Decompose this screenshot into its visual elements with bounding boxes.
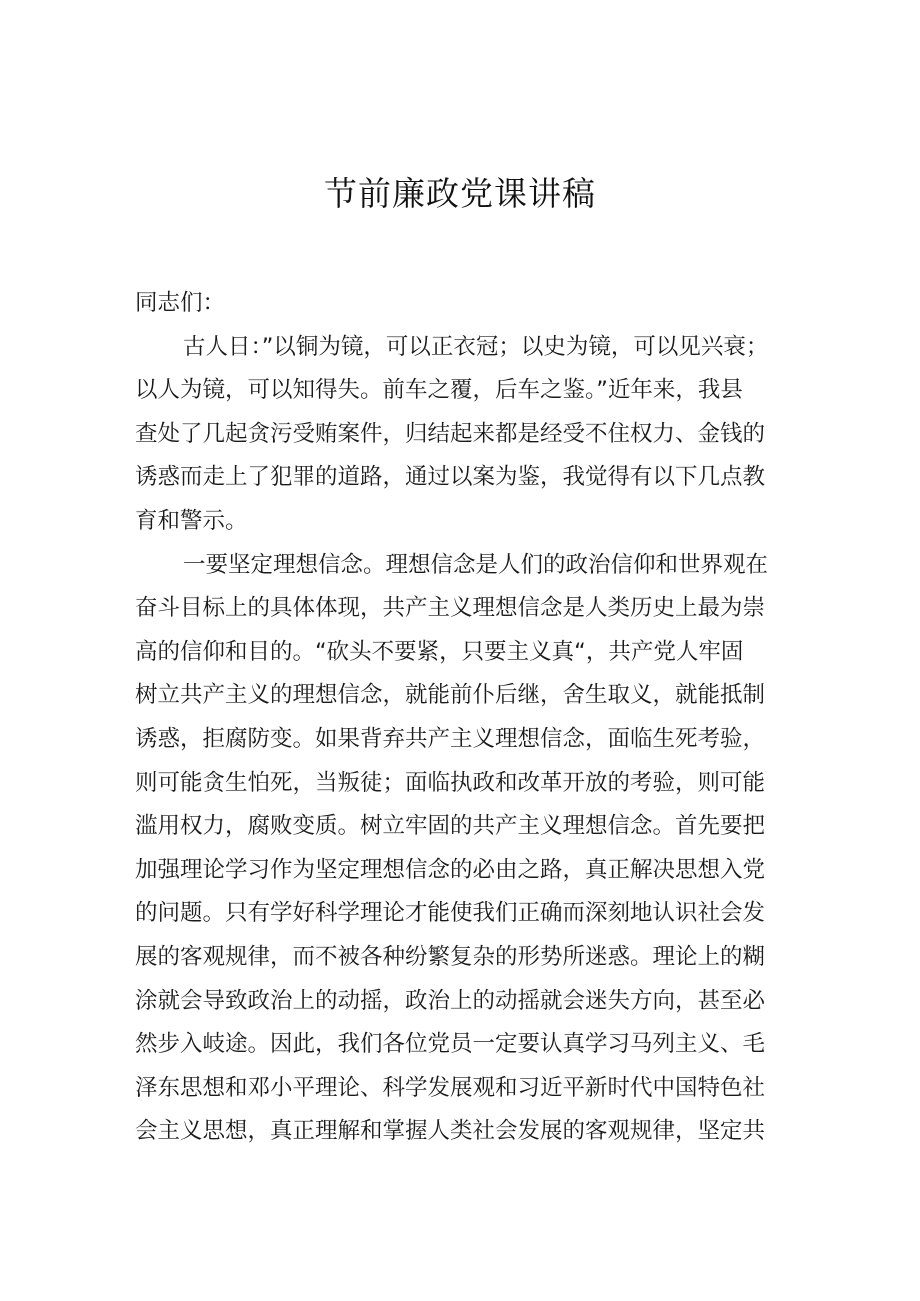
- paragraph-line: 高的信仰和目的。“砍头不要紧，只要主义真“，共产党人牢固: [135, 638, 744, 665]
- paragraph-line: 树立共产主义的理想信念，就能前仆后继，舍生取义，就能抵制: [135, 682, 766, 709]
- paragraph-line: 滥用权力，腐败变质。树立牢固的共产主义理想信念。首先要把: [135, 813, 766, 840]
- paragraph-line: 育和警示。: [135, 507, 248, 534]
- paragraph-line: 涂就会导致政治上的动摇，政治上的动摇就会迷失方向，甚至必: [135, 987, 766, 1014]
- paragraph-line: 然步入岐途。因此，我们各位党员一定要认真学习马列主义、毛: [135, 1031, 766, 1058]
- paragraph-line: 诱惑而走上了犯罪的道路，通过以案为鉴，我觉得有以下几点教: [135, 464, 766, 491]
- paragraph-line: 的问题。只有学好科学理论才能使我们正确而深刻地认识社会发: [135, 900, 766, 927]
- paragraph-line: 加强理论学习作为坚定理想信念的必由之路，真正解决思想入党: [135, 856, 766, 883]
- paragraph-line: 以人为镜，可以知得失。前车之覆，后车之鉴。”近年来，我县: [135, 377, 743, 404]
- paragraph-line: 诱惑，拒腐防变。如果背弃共产主义理想信念，面临生死考验，: [135, 725, 766, 752]
- document-title: 节前廉政党课讲稿: [324, 174, 596, 213]
- salutation-line: 同志们：: [135, 290, 226, 316]
- paragraph-line: 奋斗目标上的具体体现，共产主义理想信念是人类历史上最为崇: [135, 595, 766, 622]
- paragraph-line: 则可能贪生怕死，当叛徒；面临执政和改革开放的考验，则可能: [135, 769, 766, 796]
- paragraph-line: 泽东思想和邓小平理论、科学发展观和习近平新时代中国特色社: [135, 1074, 766, 1101]
- paragraph-line: 一要坚定理想信念。理想信念是人们的政治信仰和世界观在: [183, 551, 769, 578]
- paragraph-line: 查处了几起贪污受贿案件，归结起来都是经受不住权力、金钱的: [135, 420, 766, 447]
- paragraph-line: 会主义思想，真正理解和掌握人类社会发展的客观规律，坚定共: [135, 1118, 766, 1145]
- paragraph-line: 古人日：”以铜为镜，可以正衣冠；以史为镜，可以见兴衰；: [183, 333, 769, 360]
- paragraph-line: 展的客观规律，而不被各种纷繁复杂的形势所迷惑。理论上的糊: [135, 943, 766, 970]
- document-body: [135, 282, 795, 1154]
